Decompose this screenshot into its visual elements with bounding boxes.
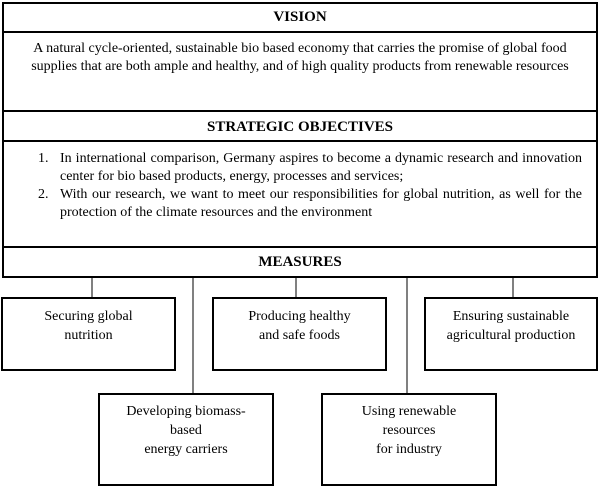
measure-producing-healthy-foods [212,297,387,371]
measure-line: based [170,423,202,438]
measure-using-renewable-resources [321,393,497,486]
measure-line: Ensuring sustainable [452,309,570,324]
vision-text: A natural cycle-oriented, sustainable bio based economy that carries the promise of global food supplies that are both ample and healthy, and of high quality products from renewable resources [31,41,569,74]
objective-number: 1. [38,151,49,166]
measure-line: Developing biomass- [126,404,246,419]
objectives-heading: STRATEGIC OBJECTIVES [206,119,394,135]
objectives-heading-box [2,110,598,142]
measure-line: Securing global [44,309,133,324]
objective-text: With our research, we want to meet our responsibilities for global nutrition, as well for the protection of the climate resources and the environment [60,187,582,220]
measure-line: energy carriers [144,442,228,457]
measure-line: Producing healthy [248,309,351,324]
measure-line: and safe foods [259,328,340,343]
vision-heading-box [2,2,598,33]
objective-item [4,150,596,186]
measure-ensuring-sustainable-agriculture [424,297,598,371]
measure-line: agricultural production [446,328,576,343]
objectives-list-box [2,140,598,248]
measure-line: nutrition [64,328,113,343]
measure-securing-global-nutrition [1,297,176,371]
measure-line: for industry [376,442,442,457]
vision-text-box [2,31,598,112]
measure-line: Using renewable [361,404,457,419]
objective-number: 2. [38,187,49,202]
objective-text: In international comparison, Germany aspires to become a dynamic research and innovation center for bio based products, energy, processes and services; [60,151,582,184]
vision-heading: VISION [273,9,327,25]
measure-line: resources [382,423,436,438]
objectives-list [4,150,596,222]
measures-heading: MEASURES [258,254,342,270]
measure-developing-biomass-energy [98,393,274,486]
objective-item [4,186,596,222]
measures-heading-box [2,246,598,278]
